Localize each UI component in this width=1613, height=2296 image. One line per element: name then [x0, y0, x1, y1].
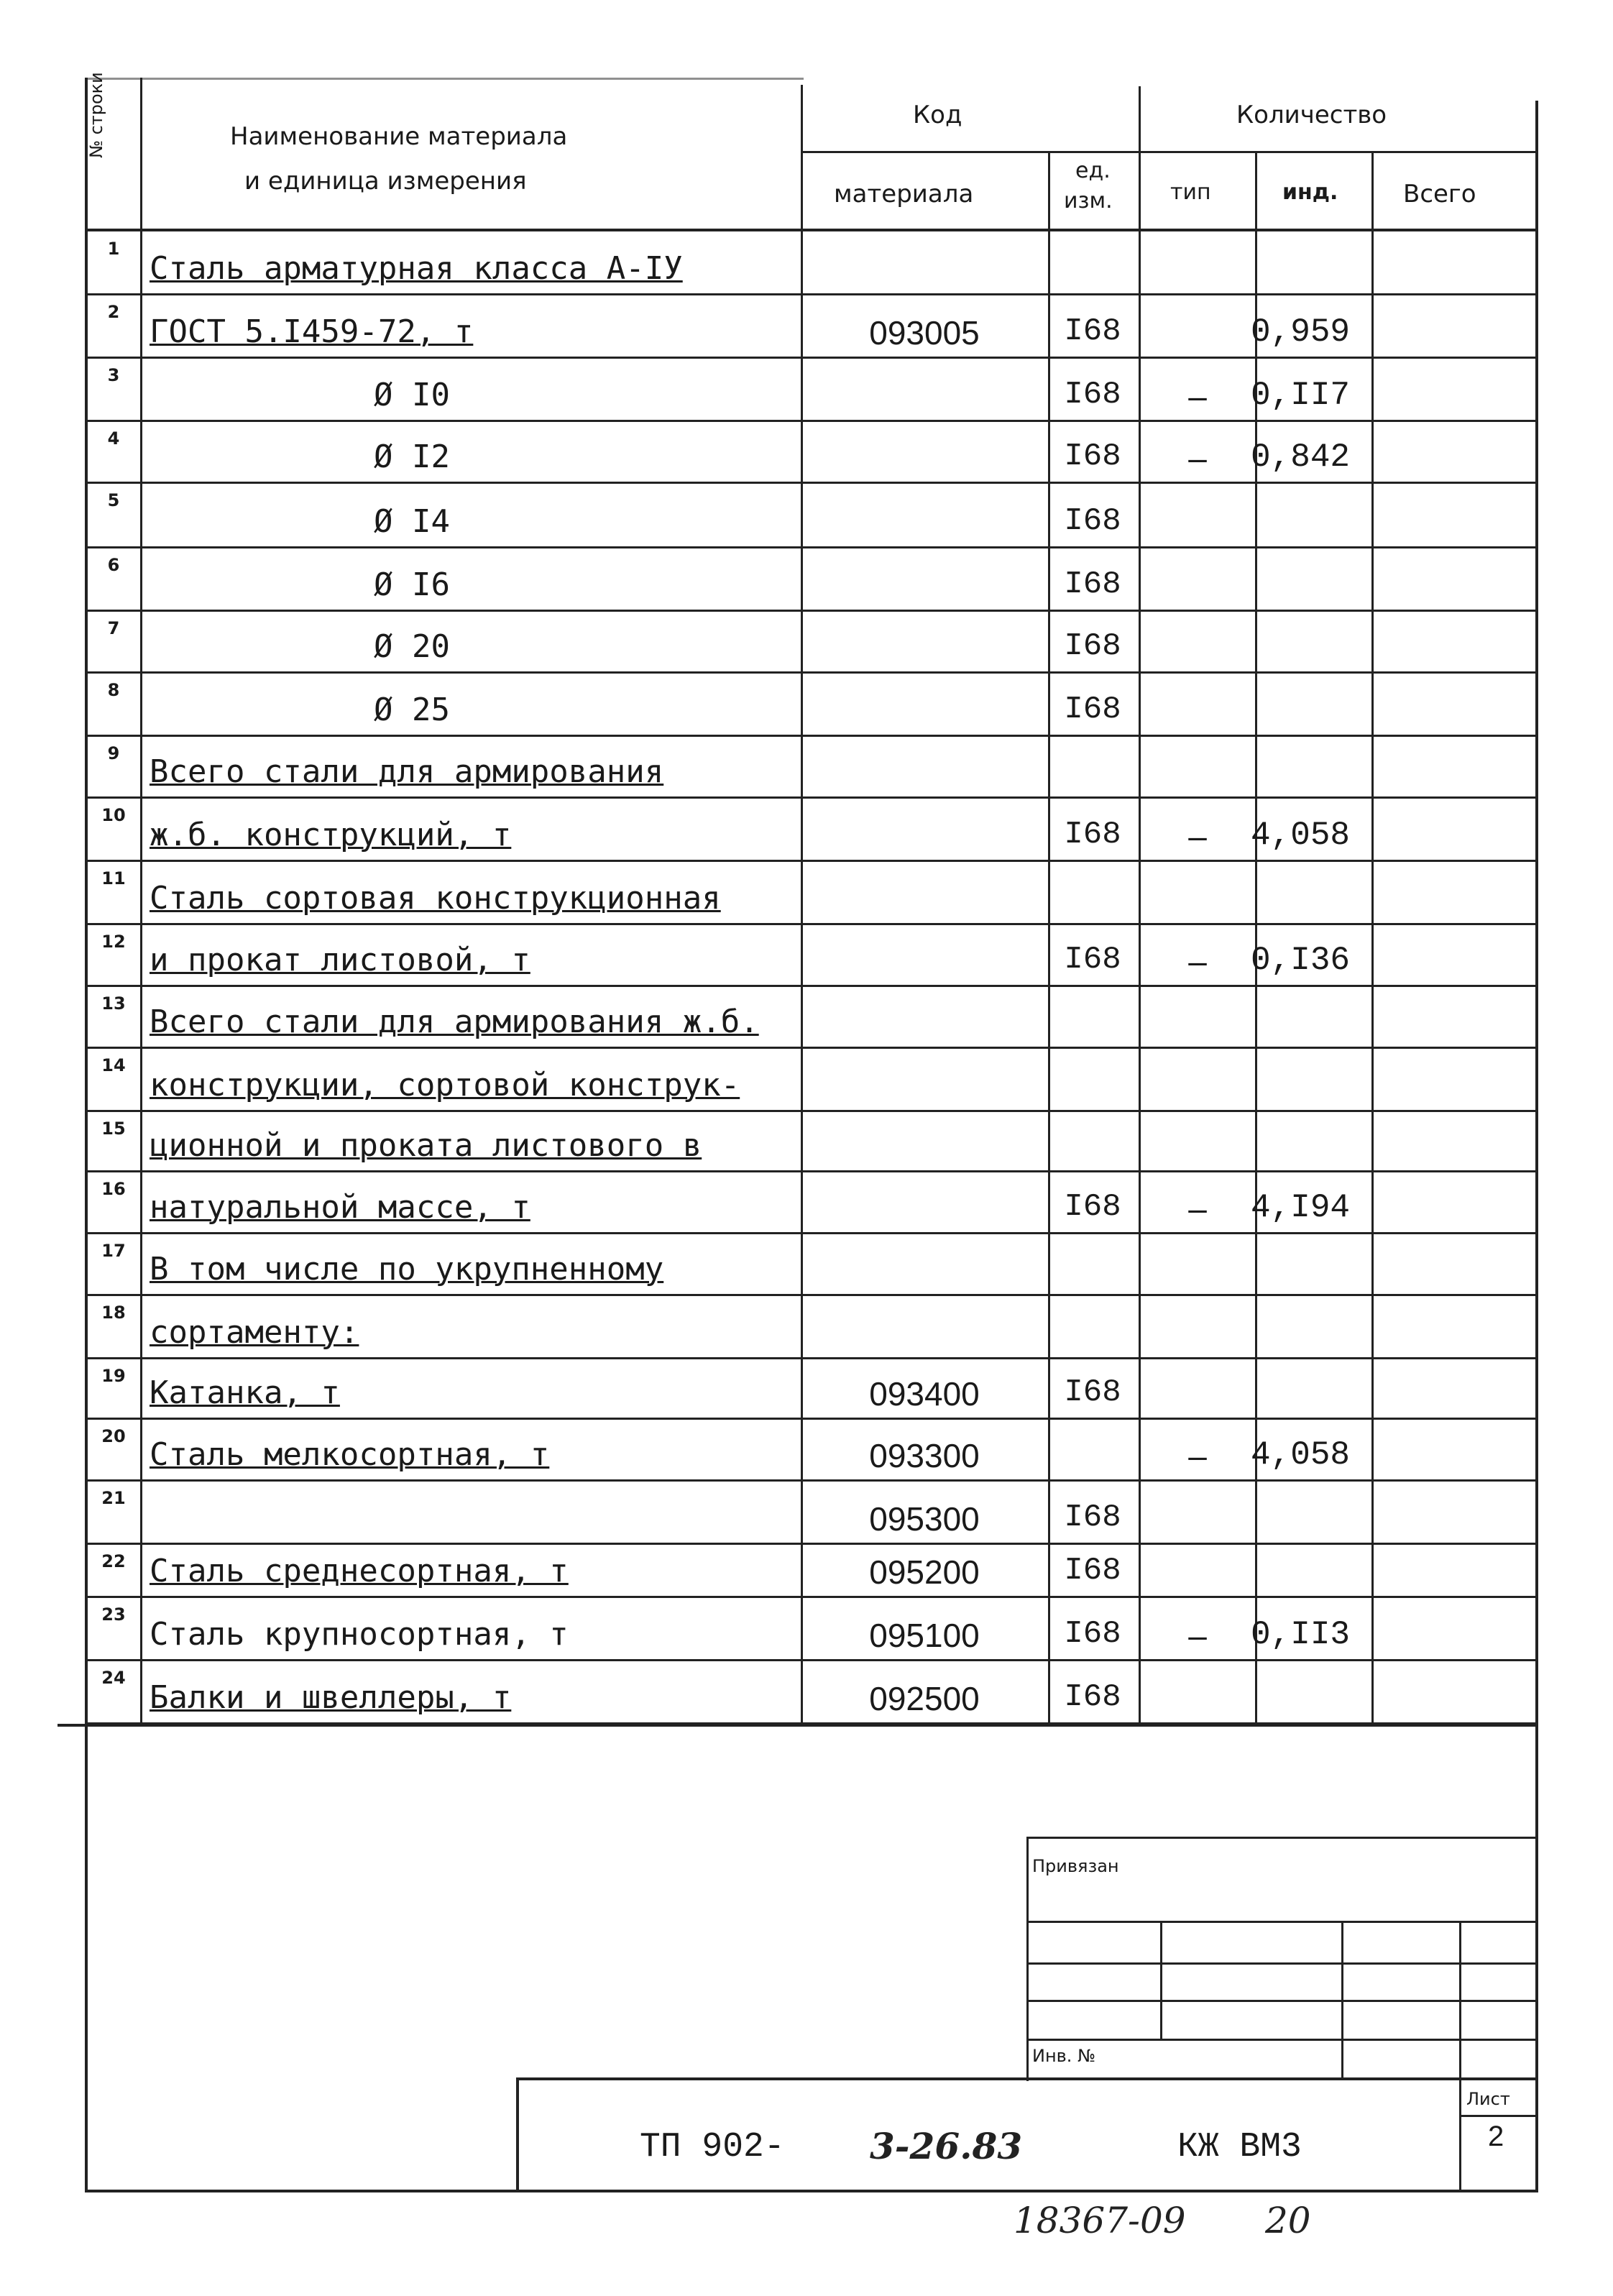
code-material-header: материала	[834, 180, 974, 208]
material-name: конструкции, сортовой конструк-	[150, 1067, 740, 1103]
row-line	[85, 860, 1537, 862]
row-number: 9	[107, 743, 120, 763]
row-line	[85, 293, 1537, 295]
code-group-header: Код	[913, 101, 962, 129]
row-number: 23	[101, 1604, 126, 1625]
material-code: 095200	[869, 1553, 980, 1591]
row-number: 14	[101, 1055, 126, 1075]
row-line	[85, 671, 1537, 674]
qty-type: –	[1188, 817, 1207, 855]
titleblock-left	[516, 2077, 519, 2191]
row-number: 8	[107, 680, 120, 700]
material-name: Всего стали для армирования	[150, 753, 664, 790]
row-number: 16	[101, 1179, 126, 1199]
material-name: Ø I6	[374, 566, 450, 603]
row-number: 5	[107, 490, 120, 510]
col-line-qty	[1139, 86, 1141, 1724]
qty-individual: 0,959	[1251, 313, 1351, 351]
unit-code: I68	[1064, 1553, 1121, 1589]
titleblock-top	[518, 2077, 1538, 2080]
row-line	[85, 610, 1537, 612]
row-number: 18	[101, 1303, 126, 1323]
name-header-line2: и единица измерения	[244, 167, 527, 196]
qty-individual: 4,058	[1251, 1436, 1351, 1474]
unit-code: I68	[1064, 817, 1121, 853]
qty-type: –	[1188, 377, 1207, 415]
unit-code: I68	[1064, 566, 1121, 602]
material-name: В том числе по укрупненному	[150, 1251, 664, 1287]
row-number: 19	[101, 1366, 126, 1386]
material-name: Сталь арматурная класса А-IУ	[150, 250, 683, 287]
unit-code: I68	[1064, 1189, 1121, 1225]
qty-individual: 4,058	[1251, 817, 1351, 854]
row-number: 10	[101, 805, 126, 825]
stamp-line-4	[1026, 2039, 1538, 2041]
material-code: 092500	[869, 1680, 980, 1717]
row-line	[85, 1110, 1537, 1112]
code-unit-header-1: ед.	[1075, 158, 1111, 183]
qty-type: –	[1188, 1190, 1207, 1227]
qty-individual: 0,I36	[1251, 942, 1351, 979]
unit-code: I68	[1064, 1679, 1121, 1715]
doc-mark: КЖ ВМ3	[1177, 2128, 1302, 2167]
unit-code: I68	[1064, 438, 1121, 474]
unit-code: I68	[1064, 1500, 1121, 1535]
row-line	[85, 1170, 1537, 1172]
row-line	[85, 985, 1537, 987]
material-name: Ø I4	[374, 503, 450, 540]
doc-prefix: ТП 902-	[640, 2128, 785, 2167]
sheet-label-line	[1459, 2115, 1537, 2117]
row-number: 21	[101, 1488, 126, 1508]
qty-individual: 4,I94	[1251, 1189, 1351, 1226]
doc-number: 3-26.83	[870, 2125, 1023, 2167]
frame-top	[85, 78, 804, 80]
stamp-line-1	[1026, 1921, 1538, 1923]
unit-code: I68	[1064, 503, 1121, 539]
row-number: 15	[101, 1119, 126, 1139]
material-name: Сталь мелкосортная, т	[150, 1436, 550, 1473]
frame-right	[1535, 101, 1538, 2191]
row-line	[85, 1357, 1537, 1359]
table-bottom-line	[58, 1724, 1538, 1727]
row-number: 4	[107, 428, 120, 449]
material-code: 095100	[869, 1617, 980, 1654]
row-number-header: № строки	[86, 72, 106, 158]
material-name: Ø I2	[374, 438, 450, 475]
header-mid-line	[801, 151, 1537, 153]
row-line	[85, 1418, 1537, 1420]
row-line	[85, 1232, 1537, 1234]
row-number: 2	[107, 302, 120, 322]
row-line	[85, 420, 1537, 422]
row-number: 1	[107, 239, 120, 259]
material-code: 093300	[869, 1437, 980, 1474]
material-name: Ø 25	[374, 692, 450, 728]
material-name: Ø 20	[374, 628, 450, 665]
unit-code: I68	[1064, 377, 1121, 413]
header-bottom-line	[85, 229, 1537, 231]
material-name: Катанка, т	[150, 1374, 340, 1411]
material-code: 093400	[869, 1375, 980, 1413]
col-line-total	[1371, 151, 1374, 1724]
qty-type: –	[1188, 1437, 1207, 1474]
row-line	[85, 357, 1537, 359]
material-name: ж.б. конструкций, т	[150, 817, 512, 853]
row-number: 3	[107, 365, 120, 385]
unit-code: I68	[1064, 692, 1121, 727]
code-unit-header-2: изм.	[1064, 188, 1113, 213]
unit-code: I68	[1064, 628, 1121, 664]
stamp-line-2	[1026, 1962, 1538, 1965]
material-name: Сталь сортовая конструкционная	[150, 880, 721, 917]
qty-ind-header: инд.	[1282, 180, 1338, 205]
handwritten-note: 18367-09	[1014, 2200, 1186, 2241]
row-line	[85, 546, 1537, 548]
material-name: Всего стали для армирования ж.б.	[150, 1004, 759, 1040]
unit-code: I68	[1064, 942, 1121, 978]
stamp-left	[1026, 1837, 1029, 2081]
qty-individual: 0,842	[1251, 438, 1351, 476]
row-line	[85, 735, 1537, 737]
attached-label: Привязан	[1032, 1856, 1119, 1876]
stamp-col-1	[1160, 1921, 1162, 2039]
material-name: ционной и проката листового в	[150, 1127, 702, 1164]
frame-left	[85, 78, 88, 2191]
row-line	[85, 1479, 1537, 1482]
qty-type: –	[1188, 1617, 1207, 1654]
row-line	[85, 1294, 1537, 1296]
row-number: 20	[101, 1426, 126, 1446]
inventory-label: Инв. №	[1032, 2046, 1096, 2066]
material-code: 095300	[869, 1500, 980, 1538]
row-line	[85, 482, 1537, 484]
row-number: 12	[101, 932, 126, 952]
stamp-col-3	[1459, 1921, 1461, 2190]
qty-individual: 0,II3	[1251, 1616, 1351, 1653]
material-name: Балки и швеллеры, т	[150, 1679, 512, 1716]
stamp-col-2	[1341, 1921, 1343, 2079]
name-header-line1: Наименование материала	[230, 122, 568, 151]
row-line	[85, 923, 1537, 925]
qty-total-header: Всего	[1403, 180, 1476, 208]
material-name: сортаменту:	[150, 1314, 359, 1351]
material-name: ГОСТ 5.I459-72, т	[150, 313, 474, 350]
material-name: Сталь среднесортная, т	[150, 1553, 569, 1589]
row-line	[85, 1047, 1537, 1049]
qty-type: –	[1188, 439, 1207, 477]
material-name: Ø I0	[374, 377, 450, 413]
row-line	[85, 796, 1537, 799]
handwritten-number: 20	[1265, 2200, 1311, 2241]
row-number: 13	[101, 993, 126, 1014]
material-name: и прокат листовой, т	[150, 942, 530, 978]
row-number: 6	[107, 555, 120, 575]
unit-code: I68	[1064, 313, 1121, 349]
qty-individual: 0,II7	[1251, 377, 1351, 414]
sheet-number: 2	[1488, 2121, 1504, 2152]
material-name: Сталь крупносортная, т	[150, 1616, 569, 1653]
row-number: 17	[101, 1241, 126, 1261]
material-name: натуральной массе, т	[150, 1189, 530, 1226]
frame-bottom	[85, 2190, 1538, 2192]
qty-group-header: Количество	[1236, 101, 1387, 129]
material-code: 093005	[869, 314, 980, 352]
row-line	[85, 1659, 1537, 1661]
stamp-line-3	[1026, 2000, 1538, 2002]
row-line	[85, 1543, 1537, 1545]
row-number: 24	[101, 1668, 126, 1688]
row-number: 11	[101, 868, 126, 888]
row-line	[85, 1596, 1537, 1598]
stamp-top	[1026, 1837, 1538, 1839]
row-number: 7	[107, 618, 120, 638]
unit-code: I68	[1064, 1374, 1121, 1410]
unit-code: I68	[1064, 1616, 1121, 1652]
sheet-label: Лист	[1466, 2089, 1510, 2109]
qty-type-header: тип	[1170, 180, 1211, 205]
col-line-rownum	[140, 78, 142, 1724]
row-number: 22	[101, 1551, 126, 1571]
qty-type: –	[1188, 942, 1207, 980]
